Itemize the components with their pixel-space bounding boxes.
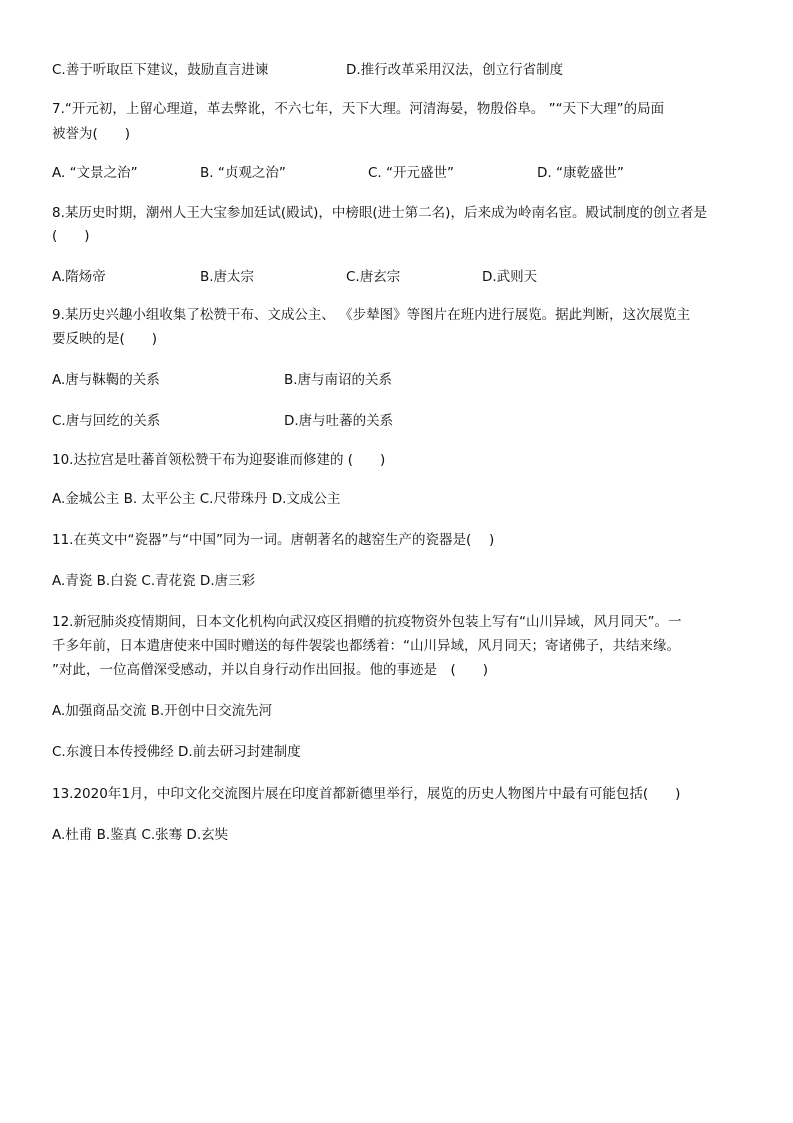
- q13-options: A.杜甫 B.鉴真 C.张骞 D.玄奘: [52, 827, 229, 843]
- q11-stem: 11.在英文中“瓷器”与“中国”同为一词。唐朝著名的越窑生产的瓷器是( ): [52, 532, 495, 548]
- q6-option-d: D.推行改革采用汉法，创立行省制度: [346, 62, 564, 78]
- q9-option-c: C.唐与回纥的关系: [52, 413, 161, 429]
- q9-stem-line2: 要反映的是( ): [52, 331, 158, 347]
- q7-option-b: B. “贞观之治”: [200, 165, 286, 181]
- q7-stem-line1: 7.“开元初，上留心理道，革去弊讹，不六七年，天下大理。河清海晏，物殷俗阜。 ”“天下大理”的局面: [52, 101, 665, 117]
- q12-options-line1: A.加强商品交流 B.开创中日交流先河: [52, 703, 273, 719]
- q8-stem-line1: 8.某历史时期，潮州人王大宝参加廷试(殿试)，中榜眼(进士第二名)，后来成为岭南名宦。殿试制度的创立者是: [52, 205, 707, 221]
- q12-stem-line1: 12.新冠肺炎疫情期间，日本文化机构向武汉疫区捐赠的抗疫物资外包装上写有“山川异域，风月同天”。一: [52, 614, 682, 630]
- q9-stem-line1: 9.某历史兴趣小组收集了松赞干布、文成公主、 《步辇图》等图片在班内进行展览。据此判断，这次展览主: [52, 307, 691, 323]
- q9-option-a: A.唐与靺鞨的关系: [52, 372, 160, 388]
- q12-stem-line2: 千多年前，日本遣唐使来中国时赠送的每件袈裟也都绣着：“山川异域，风月同天；寄诸佛子，共结来缘。: [52, 638, 680, 654]
- q8-option-c: C.唐玄宗: [346, 269, 401, 285]
- q9-option-d: D.唐与吐蕃的关系: [284, 413, 394, 429]
- q6-option-c: C.善于听取臣下建议，鼓励直言进谏: [52, 62, 269, 78]
- q13-stem: 13.2020年1月，中印文化交流图片展在印度首都新德里举行，展览的历史人物图片中最有可能包括( ): [52, 786, 681, 802]
- q7-option-c: C. “开元盛世”: [368, 165, 454, 181]
- q8-stem-line2: ( ): [52, 228, 90, 244]
- q8-option-a: A.隋炀帝: [52, 269, 106, 285]
- q11-options: A.青瓷 B.白瓷 C.青花瓷 D.唐三彩: [52, 573, 256, 589]
- q7-stem-line2: 被誉为( ): [52, 126, 131, 142]
- q10-stem: 10.达拉宫是吐蕃首领松赞干布为迎娶谁而修建的 ( ): [52, 452, 386, 468]
- q12-options-line2: C.东渡日本传授佛经 D.前去研习封建制度: [52, 744, 301, 760]
- q8-option-b: B.唐太宗: [200, 269, 255, 285]
- q7-option-a: A. “文景之治”: [52, 165, 138, 181]
- q12-stem-line3: ”对此，一位高僧深受感动，并以自身行动作出回报。他的事迹是 ( ): [52, 662, 489, 678]
- q10-options: A.金城公主 B. 太平公主 C.尺带珠丹 D.文成公主: [52, 491, 341, 507]
- q7-option-d: D. “康乾盛世”: [537, 165, 624, 181]
- q9-option-b: B.唐与南诏的关系: [284, 372, 393, 388]
- q8-option-d: D.武则天: [482, 269, 538, 285]
